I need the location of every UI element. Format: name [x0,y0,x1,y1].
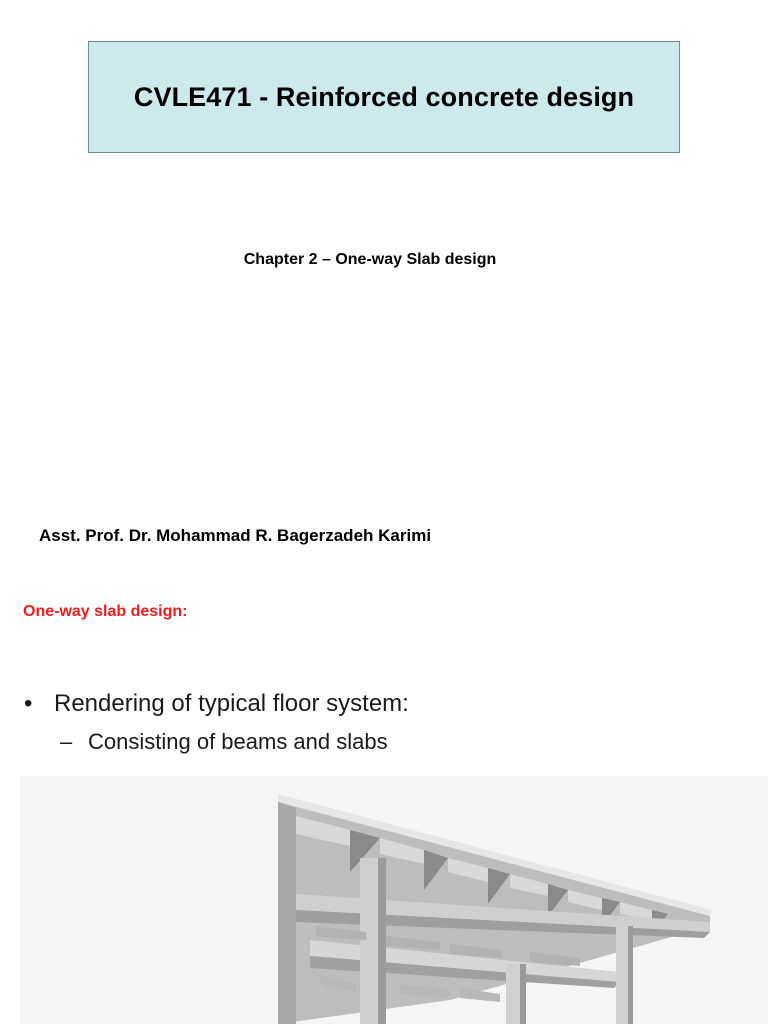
girder-left [278,802,296,1024]
sub-bullet-marker: – [60,729,73,754]
bullet-item [24,690,409,718]
author-line: Asst. Prof. Dr. Mohammad R. Bagerzadeh Karimi [39,526,432,545]
bullet-marker: • [24,690,33,717]
section-heading: One-way slab design: [23,603,188,620]
bullet-text: Rendering of typical floor system: [54,690,409,717]
floor-system-illustration [20,776,768,1024]
floor-system-figure [20,776,768,1024]
chapter-subtitle: Chapter 2 – One-way Slab design [243,251,497,268]
sub-bullet-item [60,729,388,755]
title-box [88,41,680,153]
page-title: CVLE471 - Reinforced concrete design [133,81,635,112]
sub-bullet-text: Consisting of beams and slabs [88,729,388,754]
